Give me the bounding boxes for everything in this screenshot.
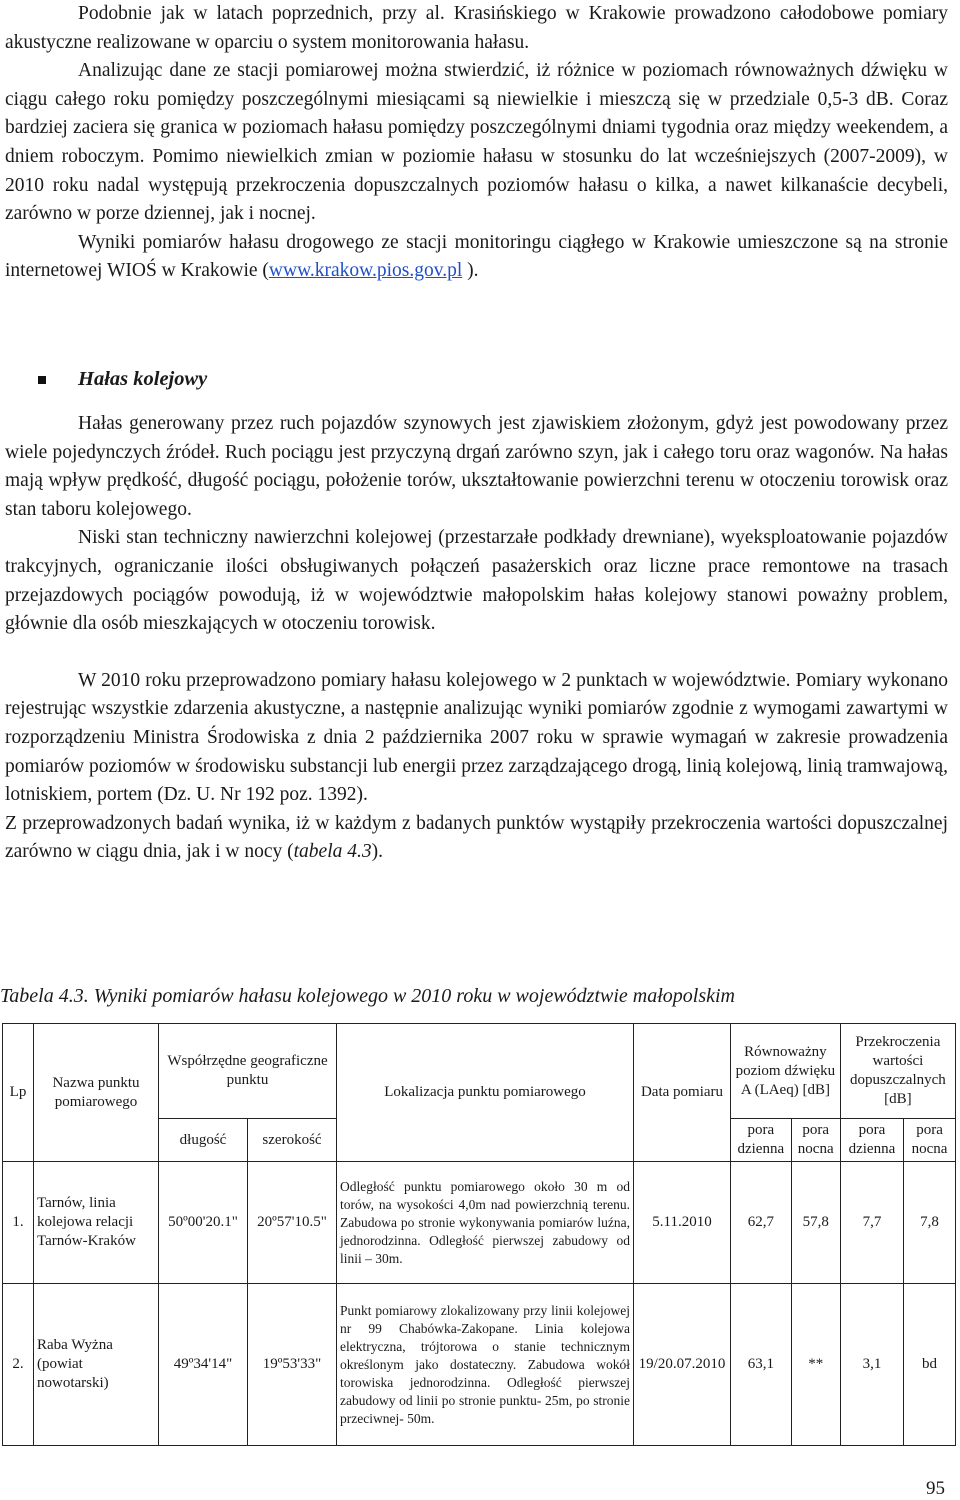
- header-longitude: długość: [159, 1119, 248, 1162]
- bullet-square-icon: [38, 376, 46, 384]
- cell-exc-day: 7,7: [840, 1162, 903, 1284]
- cell-date: 5.11.2010: [634, 1162, 731, 1284]
- cell-exc-night: 7,8: [904, 1162, 956, 1284]
- cell-location: Punkt pomiarowy zlokalizowany przy linii kolejowej nr 99 Chabówka-Zakopane. Linia kolejowa elektryczna, trójtorowa o stanie technicznym określonym jako dostateczny. Zabudowa wokół torowiska jednorodzinna. Odległość pierwszej zabudowy od linii po stronie punktu- 25m, po stronie przeciwnej- 50m.: [337, 1284, 634, 1446]
- cell-lp: 2.: [3, 1284, 34, 1446]
- cell-exc-day: 3,1: [840, 1284, 903, 1446]
- cell-latitude: 20º57'10.5": [248, 1162, 337, 1284]
- wios-link[interactable]: www.krakow.pios.gov.pl: [268, 260, 463, 282]
- header-laeq-day: pora dzienna: [731, 1119, 792, 1162]
- paragraph-rail-noise-sources: Hałas generowany przez ruch pojazdów szynowych jest zjawiskiem złożonym, gdyż jest powodowany przez wiele pojedynczych źródeł. Ruch pociągu jest przyczyną drgań zarówno szyn, jak i całego toru oraz wagonów. Na hałas mają wpływ prędkość, długość pociągu, położenie torów, ukształtowanie powierzchni terenu w otoczeniu torowisk oraz stan taboru kolejowego.: [5, 413, 948, 520]
- table-row: [3, 1162, 956, 1284]
- cell-longitude: 49º34'14": [159, 1284, 248, 1446]
- header-coordinates: Współrzędne geograficzne punktu: [159, 1024, 337, 1119]
- cell-lp: 1.: [3, 1162, 34, 1284]
- rail-noise-table: [2, 1023, 956, 1446]
- header-name: Nazwa punktu pomiarowego: [34, 1024, 159, 1162]
- section-heading: Hałas kolejowy: [78, 368, 208, 390]
- page-number: 95: [926, 1478, 945, 1499]
- paragraph-measurements-2010: W 2010 roku przeprowadzono pomiary hałasu kolejowego w 2 punktach w województwie. Pomiary wykonano rejestrując wszystkie zdarzenia akustyczne, a następnie analizując wyniki pomiarów zgodnie z wymogami zawartymi w rozporządzeniu Ministra Środowiska z dnia 2 października 2007 roku w sprawie wymagań w zakresie prowadzenia pomiarów poziomów w środowisku substancji lub energii przez zarządzającego drogą, linią kolejową, linią tramwajową, lotniskiem, portem (Dz. U. Nr 192 poz. 1392).: [5, 669, 948, 806]
- cell-laeq-night: **: [791, 1284, 840, 1446]
- header-latitude: szerokość: [248, 1119, 337, 1162]
- header-lp: Lp: [3, 1024, 34, 1162]
- cell-latitude: 19º53'33": [248, 1284, 337, 1446]
- cell-laeq-night: 57,8: [791, 1162, 840, 1284]
- paragraph-krasinskiego: Podobnie jak w latach poprzednich, przy al. Krasińskiego w Krakowie prowadzono całodobowe pomiary akustyczne realizowane w oparciu o system monitorowania hałasu.: [5, 3, 948, 53]
- header-exc-day: pora dzienna: [840, 1119, 903, 1162]
- cell-date: 19/20.07.2010: [634, 1284, 731, 1446]
- header-laeq: Równoważny poziom dźwięku A (LAeq) [dB]: [731, 1024, 841, 1119]
- paragraph-results-link: Wyniki pomiarów hałasu drogowego ze stacji monitoringu ciągłego w Krakowie umieszczone są na stronie internetowej WIOŚ w Krakowie (www.krakow.pios.gov.pl ).: [5, 231, 948, 282]
- table-reference: tabela 4.3: [293, 841, 372, 863]
- header-location: Lokalizacja punktu pomiarowego: [337, 1024, 634, 1162]
- cell-longitude: 50º00'20.1": [159, 1162, 248, 1284]
- header-exc-night: pora nocna: [904, 1119, 956, 1162]
- cell-laeq-day: 63,1: [731, 1284, 792, 1446]
- cell-name: Raba Wyżna (powiat nowotarski): [34, 1284, 159, 1446]
- paragraph-conclusion: Z przeprowadzonych badań wynika, iż w każdym z badanych punktów wystąpiły przekroczenia wartości dopuszczalnej zarówno w ciągu dnia, jak i w nocy (tabela 4.3).: [5, 812, 948, 863]
- cell-name: Tarnów, linia kolejowa relacji Tarnów-Kraków: [34, 1162, 159, 1284]
- header-exceedance: Przekroczenia wartości dopuszczalnych [dB]: [840, 1024, 955, 1119]
- paragraph-station-analysis: Analizując dane ze stacji pomiarowej można stwierdzić, iż różnice w poziomach równoważnych dźwięku w ciągu całego roku pomiędzy poszczególnymi miesiącami są niewielkie i mieszczą się w przedziale 0,5-3 dB. Coraz bardziej zaciera się granica w poziomach hałasu pomiędzy poszczególnymi dniami tygodnia oraz między weekendem, a dniem roboczym. Pomimo niewielkich zmian w poziomie hałasu w stosunku do lat wcześniejszych (2007-2009), w 2010 roku nadal występują przekroczenia dopuszczalnych poziomów hałasu o kilka, a nawet kilkanaście decybeli, zarówno w porze dziennej, jak i nocnej.: [5, 60, 948, 225]
- table-row: [3, 1284, 956, 1446]
- paragraph-technical-state: Niski stan techniczny nawierzchni kolejowej (przestarzałe podkłady drewniane), wyeksploatowanie pojazdów trakcyjnych, ograniczanie ilości obsługiwanych połączeń pasażerskich oraz liczne prace remontowe na trasach przejazdowych pociągów powodują, iż w województwie małopolskim hałas kolejowy stanowi poważny problem, głównie dla osób mieszkających w otoczeniu torowisk.: [5, 527, 948, 635]
- document-page-lower: [5, 410, 948, 867]
- header-date: Data pomiaru: [634, 1024, 731, 1162]
- document-page: [5, 0, 948, 286]
- cell-exc-night: bd: [904, 1284, 956, 1446]
- table-caption: Tabela 4.3. Wyniki pomiarów hałasu kolejowego w 2010 roku w województwie małopolskim: [0, 985, 735, 1007]
- cell-laeq-day: 62,7: [731, 1162, 792, 1284]
- cell-location: Odległość punktu pomiarowego około 30 m od torów, na wysokości 4,0m nad powierzchnią terenu. Zabudowa po stronie wykonywania pomiarów luźna, jednorodzinna. Odległość pierwszej zabudowy od linii – 30m.: [337, 1162, 634, 1284]
- header-laeq-night: pora nocna: [791, 1119, 840, 1162]
